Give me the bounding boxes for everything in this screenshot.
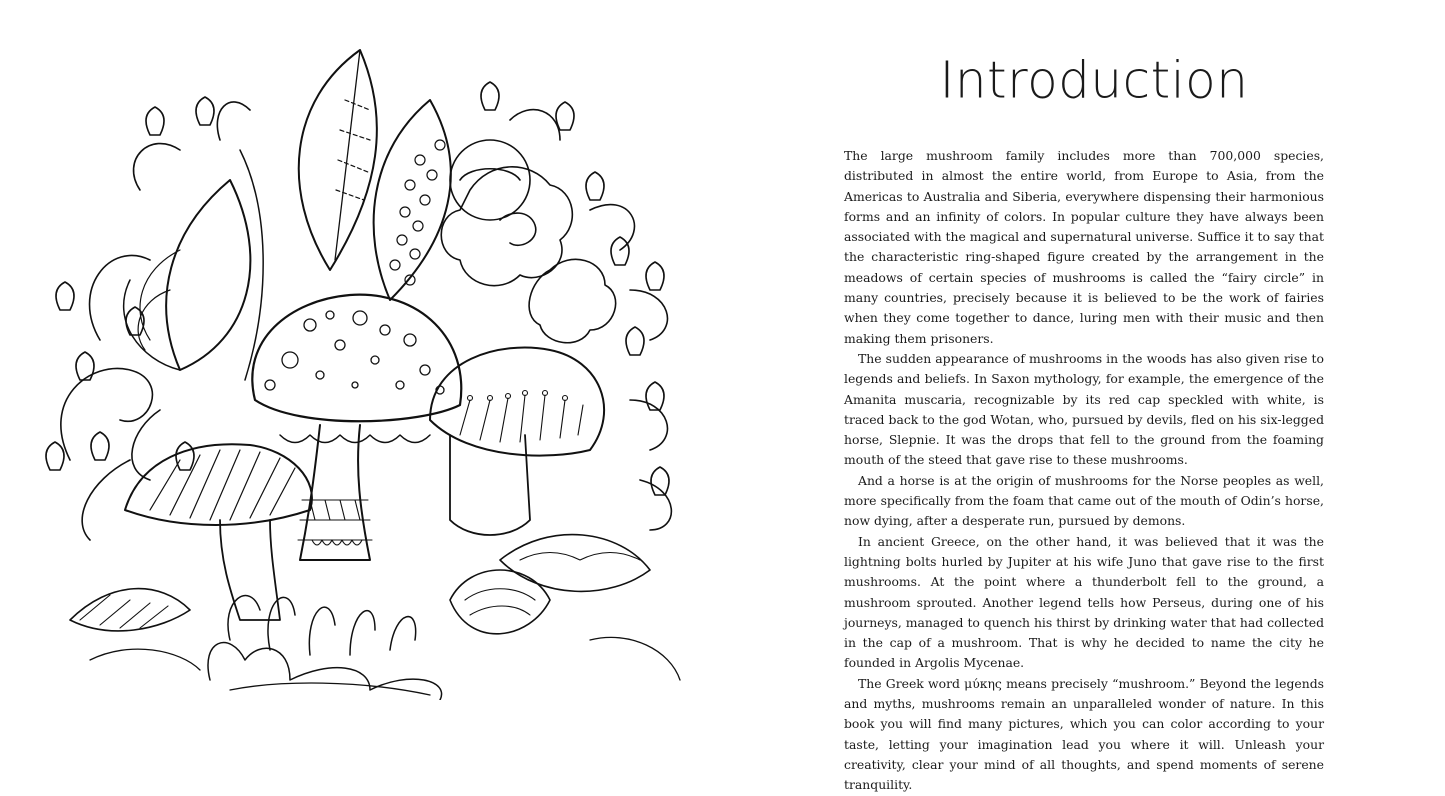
paragraph: The Greek word μύκης means precisely “mushroom.” Beyond the legends and myths, mushrooms remain an unparalleled wonder of nature. In this book you will find many pictures, which you can color according to your taste, letting your imagination lead you where it will. Unleash your creativity, clear your mind of all thoughts, and spend moments of serene tranquility.	[844, 675, 1324, 793]
mushroom-line-art-icon	[30, 40, 700, 700]
dotted-leaf	[390, 140, 445, 285]
bell-flowers	[46, 82, 669, 495]
paragraph: The large mushroom family includes more than 700,000 species, distributed in almost the entire world, from Europe to Asia, from the Americas to Australia and Siberia, everywhere dispensing their harmonious forms and an infinity of colors. In popular culture they have always been associated with the magical and supernatural universe. Suffice it to say that the characteristic ring-shaped figure created by the arrangement in the meadows of certain species of mushrooms is called the “fairy circle” in many countries, precisely because it is believed to be the work of fairies when they come together to dance, luring men with their music and then making them prisoners.	[844, 148, 1324, 346]
paragraph: And a horse is at the origin of mushrooms for the Norse peoples as well, more specifically from the foam that came out of the mouth of Odin’s horse, now dying, after a desperate run, pursued by demons.	[844, 472, 1324, 529]
paragraph: The sudden appearance of mushrooms in the woods has also given rise to legends and beliefs. In Saxon mythology, for example, the emergence of the Amanita muscaria, recognizable by its red cap speckled with white, is traced back to the god Wotan, who, pursued by devils, fled on his six-legged horse, Slepnie. It was the drops that fell to the ground from the foaming mouth of the steed that gave rise to these mushrooms.	[844, 350, 1324, 468]
fan-mushroom	[125, 444, 312, 620]
ruffled-flowers	[441, 140, 615, 343]
base-plants	[70, 535, 680, 700]
text-page	[844, 48, 1324, 796]
paragraph: In ancient Greece, on the other hand, it was believed that it was the lightning bolts hurled by Jupiter at his wife Juno that gave rise to the first mushrooms. At the point where a thunderbolt fell to the ground, a mushroom sprouted. Another legend tells how Perseus, during one of his journeys, managed to quench his thirst by drinking water that had collected in the cap of a mushroom. That is why he decided to name the city he founded in Argolis Mycenae.	[844, 533, 1324, 671]
mushroom-coloring-illustration	[30, 40, 700, 700]
spoked-mushroom	[430, 348, 604, 535]
page-title: Introduction	[939, 50, 1249, 110]
